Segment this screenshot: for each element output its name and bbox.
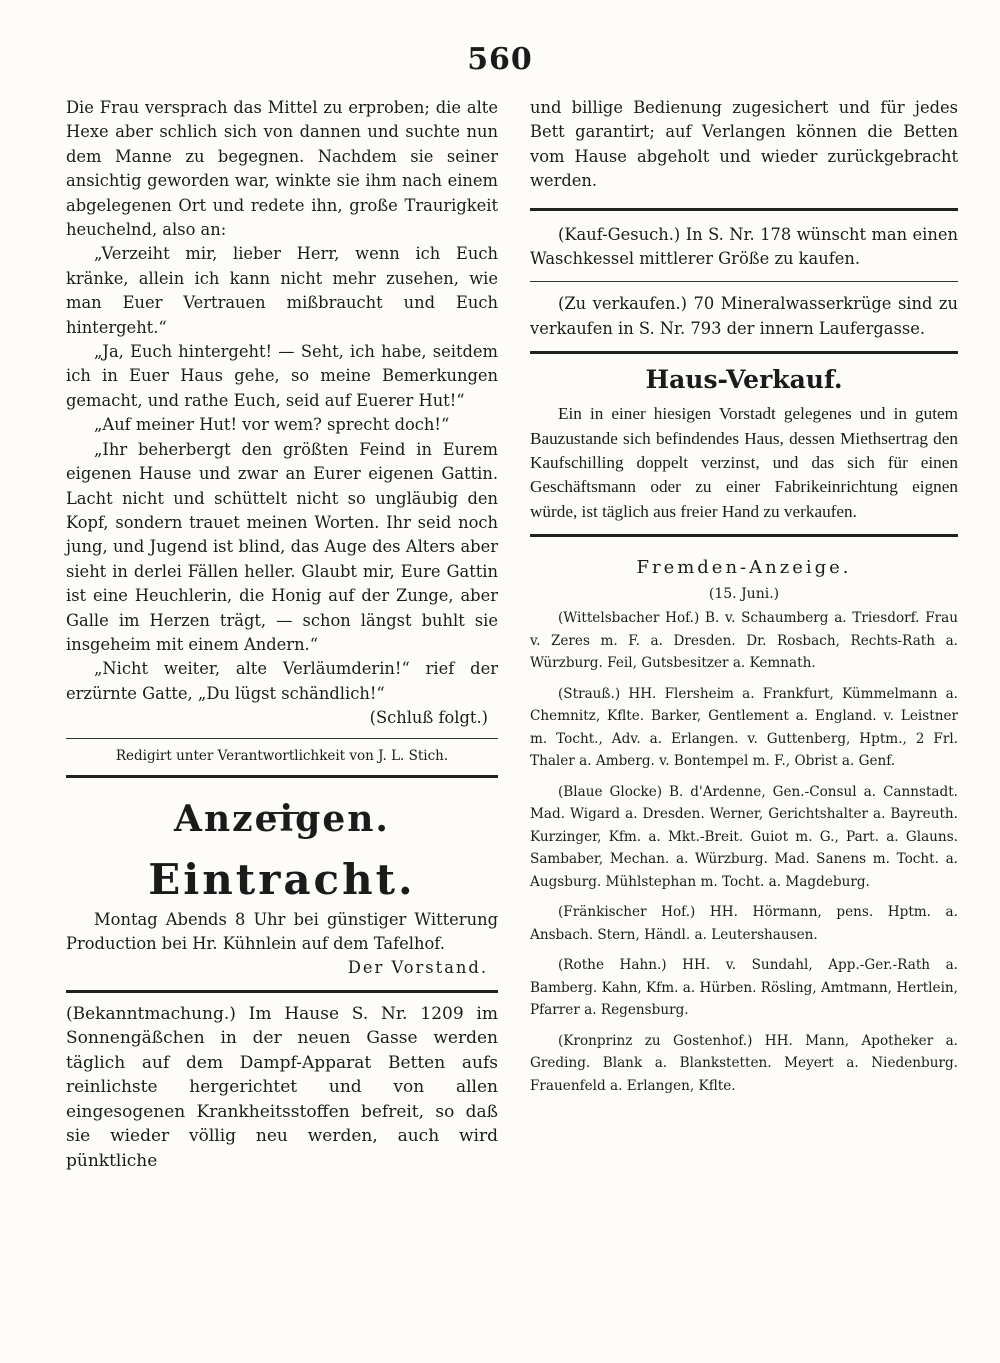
editor-credit: Redigirt unter Verantwortlichkeit von J. L. Stich. [115,747,449,764]
fremden-entry: (Fränkischer Hof.) HH. Hörmann, pens. Hptm. a. Ansbach. Stern, Händl. a. Leutershausen. [530,904,958,943]
fremden-heading: Fremden-Anzeige. [636,557,852,579]
haus-verkauf-heading: Haus-Verkauf. [645,365,843,395]
story-paragraph: „Ja, Euch hintergeht! — Seht, ich habe, seitdem ich in Euer Haus gehe, so meine Bemerkungen gemacht, und rathe Euch, seid auf Euerer Hut!“ [66,342,498,410]
fremden-entry: (Strauß.) HH. Flersheim a. Frankfurt, Kümmelmann a. Chemnitz, Kflte. Barker, Gentlement a. England. v. Leistner m. Tocht., Adv. a. Erlangen. v. Guttenberg, Hptm., 2 Frl. Thaler a. Amberg. v. Bontempel m. F., Obrist a. Genf. [530,685,958,770]
fremden-entry: (Wittelsbacher Hof.) B. v. Schaumberg a. Triesdorf. Frau v. Zeres m. F. a. Dresden. Dr. Rosbach, Rechts-Rath a. Würzburg. Feil, Gutsbesitzer a. Kemnath. [530,610,958,672]
divider [66,738,498,739]
eintracht-heading: Eintracht. [148,854,416,904]
eintracht-signature: Der Vorstand. [347,958,488,978]
divider [530,534,958,537]
to-be-continued: (Schluß folgt.) [369,708,488,728]
fremden-date: (15. Juni.) [708,586,780,603]
fremden-entry: (Kronprinz zu Gostenhof.) HH. Mann, Apotheker a. Greding. Blank a. Blankstetten. Meyert a. Niedenburg. Frauenfeld a. Erlangen, Kflte. [530,1032,958,1094]
continuation-text: und billige Bedienung zugesichert und für jedes Bett garantirt; auf Verlangen können die Betten vom Hause abgeholt und wieder zurückgebracht werden. [530,98,958,191]
haus-verkauf-text: Ein in einer hiesigen Vorstadt gelegenes und in gutem Bauzustande sich befindendes Haus, dessen Miethsertrag den Kaufschilling doppelt verzinst, und das sich für einen Geschäftsmann oder zu einer Fabrikeinrichtung eignen würde, ist täglich aus freier Hand zu verkaufen. [530,404,958,521]
story-paragraph: „Nicht weiter, alte Verläumderin!“ rief der erzürnte Gatte, „Du lügst schändlich!“ [66,659,498,703]
story-paragraph: „Verzeiht mir, lieber Herr, wenn ich Euch kränke, allein ich kann nicht mehr zusehen, wie man Euer Vertrauen mißbraucht und Euch hintergeht.“ [66,244,498,337]
divider [530,281,958,282]
eintracht-text: Montag Abends 8 Uhr bei günstiger Witterung Production bei Hr. Kühnlein auf dem Tafelhof. [66,909,498,953]
divider [530,208,958,211]
short-divider [265,812,299,814]
fremden-entry: (Rothe Hahn.) HH. v. Sundahl, App.-Ger.-Rath a. Bamberg. Kahn, Kfm. a. Hürben. Rösling, Amtmann, Hertlein, Pfarrer a. Regensburg. [530,957,958,1019]
anzeigen-heading: Anzeigen. [174,797,390,840]
page-number: 560 [467,42,533,77]
right-column [530,96,958,1097]
kauf-gesuch-text: (Kauf-Gesuch.) In S. Nr. 178 wünscht man einen Waschkessel mittlerer Größe zu kaufen. [530,224,958,269]
divider [66,990,498,993]
left-column [66,96,498,1173]
story-paragraph: „Ihr beherbergt den größten Feind in Eurem eigenen Hause und zwar an Eurer eigenen Gattin. Lacht nicht und schüttelt nicht so ungläubig den Kopf, sondern trauet meinen Worten. Ihr seid noch jung, und Jugend ist blind, das Auge des Alters aber sieht in derlei Fällen heller. Glaubt mir, Eure Gattin ist eine Heuchlerin, die Honig auf der Zunge, aber Galle im Herzen trägt, — schon längst buhlt sie insgeheim mit einem Andern.“ [66,439,498,654]
divider [530,351,958,354]
zu-verkaufen-text: (Zu verkaufen.) 70 Mineralwasserkrüge sind zu verkaufen in S. Nr. 793 der innern Laufergasse. [530,294,958,338]
bekanntmachung-text: (Bekanntmachung.) Im Hause S. Nr. 1209 im Sonnengäßchen in der neuen Gasse werden täglich auf dem Dampf-Apparat Betten aufs reinlichste hergerichtet und von allen eingesogenen Krankheitsstoffen befreit, so daß sie wieder völlig neu werden, auch wird pünktliche [66,1003,498,1171]
divider [66,775,498,778]
fremden-entry: (Blaue Glocke) B. d'Ardenne, Gen.-Consul a. Cannstadt. Mad. Wigard a. Dresden. Werner, Gerichtshalter a. Bayreuth. Kurzinger, Kfm. a. Mkt.-Breit. Guiot m. G., Part. a. Glauns. Sambaber, Mechan. a. Würzburg. Mad. Sanens m. Tocht. a. Augsburg. Mühlstephan m. Tocht. a. Magdeburg. [530,783,958,890]
story-paragraph: „Auf meiner Hut! vor wem? sprecht doch!“ [94,415,450,435]
story-paragraph: Die Frau versprach das Mittel zu erproben; die alte Hexe aber schlich sich von dannen und suchte nun dem Manne zu begegnen. Nachdem sie seiner ansichtig geworden war, winkte sie ihm nach einem abgelegenen Ort und redete ihn, große Traurigkeit heuchelnd, also an: [66,98,498,240]
